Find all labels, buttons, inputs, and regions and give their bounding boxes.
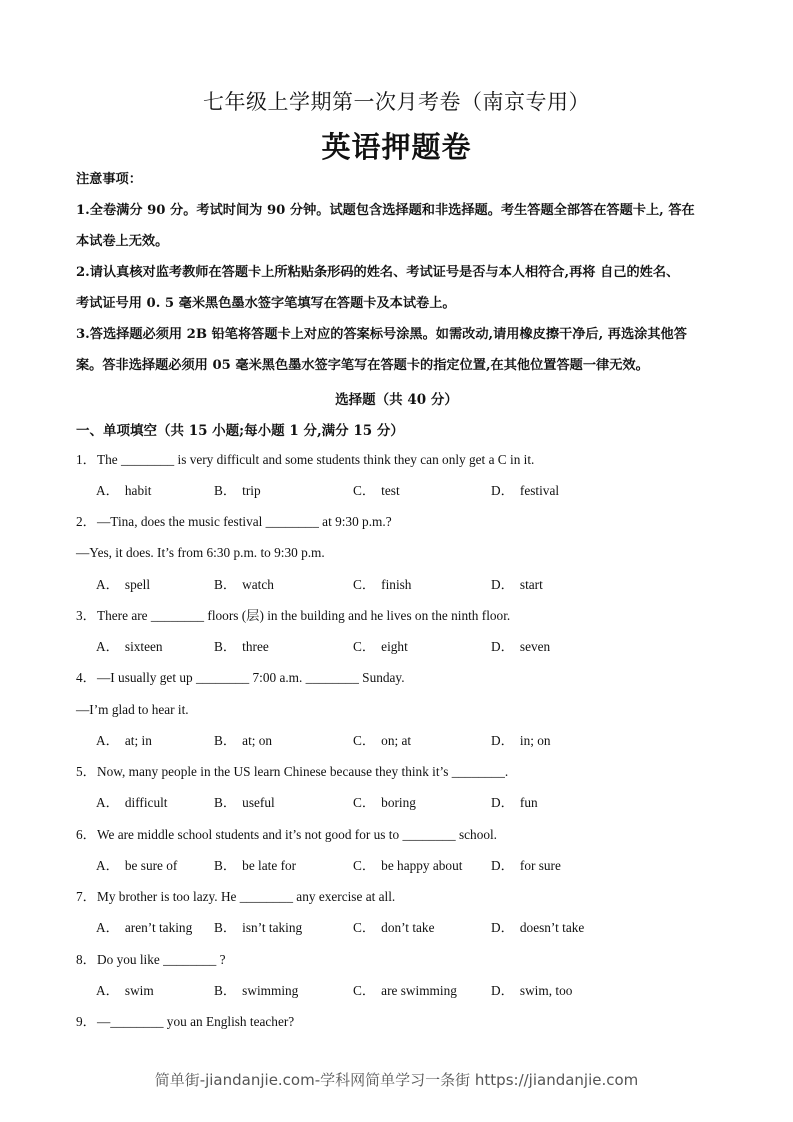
question-number: 9． bbox=[76, 1014, 96, 1029]
question-4-options bbox=[0, 731, 793, 751]
question-text: The ________ is very difficult and some students think they can only get a C in it. bbox=[97, 452, 535, 467]
option-b: B． useful bbox=[214, 795, 275, 810]
option-a: A． aren’t taking bbox=[96, 920, 193, 935]
option-d: D． in; on bbox=[491, 733, 551, 748]
option-c: C． boring bbox=[353, 795, 416, 810]
option-b: B． be late for bbox=[214, 858, 297, 873]
question-text: There are ________ floors (层) in the building and he lives on the ninth floor. bbox=[97, 608, 511, 623]
option-b: B． swimming bbox=[214, 983, 299, 998]
option-c: C． are swimming bbox=[353, 983, 457, 998]
question-4 bbox=[76, 668, 405, 688]
notice-heading: 注意事项： bbox=[76, 172, 142, 187]
question-6 bbox=[76, 825, 497, 845]
option-a: A． swim bbox=[96, 983, 154, 998]
question-7 bbox=[76, 887, 395, 907]
option-a: A． difficult bbox=[96, 795, 168, 810]
watermark-footer: 简单街-jiandanjie.com-学科网简单学习一条街 https://jiandanjie.com bbox=[154, 1071, 639, 1089]
notice-line-4: 考试证号用 0. 5 毫米黑色墨水签字笔填写在答题卡及本试卷上。 bbox=[76, 296, 456, 311]
question-number: 4． bbox=[76, 670, 96, 685]
question-text: We are middle school students and it’s not good for us to ________ school. bbox=[97, 827, 498, 842]
option-a: A． spell bbox=[96, 577, 151, 592]
question-8-options bbox=[0, 981, 793, 1001]
option-b: B． isn’t taking bbox=[214, 920, 303, 935]
option-d: D． start bbox=[491, 577, 543, 592]
option-a: A． be sure of bbox=[96, 858, 178, 873]
question-text: —I usually get up ________ 7:00 a.m. ________ Sunday. bbox=[97, 670, 405, 685]
question-text: —Tina, does the music festival ________ at 9:30 p.m.? bbox=[97, 514, 392, 529]
notice-line-5: 3.答选择题必须用 2B 铅笔将答题卡上对应的答案标号涂黑。如需改动,请用橡皮擦干净后, 再选涂其他答 bbox=[76, 327, 687, 342]
option-a: A． habit bbox=[96, 483, 152, 498]
question-text: Now, many people in the US learn Chinese because they think it’s ________. bbox=[97, 764, 509, 779]
question-2 bbox=[76, 512, 392, 532]
notice-line-3: 2.请认真核对监考教师在答题卡上所粘贴条形码的姓名、考试证号是否与本人相符合,再将 自己的姓名、 bbox=[76, 265, 680, 280]
question-text: Do you like ________ ? bbox=[97, 952, 226, 967]
question-4-reply: —I’m glad to hear it. bbox=[76, 702, 189, 717]
part-title: 选择题（共 40 分） bbox=[335, 392, 458, 408]
option-d: D． doesn’t take bbox=[491, 920, 585, 935]
exam-title: 七年级上学期第一次月考卷（南京专用） bbox=[203, 90, 590, 114]
question-6-options bbox=[0, 856, 793, 876]
question-1 bbox=[76, 450, 534, 470]
option-d: D． festival bbox=[491, 483, 560, 498]
question-number: 1． bbox=[76, 452, 96, 467]
question-number: 7． bbox=[76, 889, 96, 904]
option-c: C． eight bbox=[353, 639, 408, 654]
question-2-options bbox=[0, 575, 793, 595]
question-text: —________ you an English teacher? bbox=[97, 1014, 295, 1029]
option-d: D． for sure bbox=[491, 858, 561, 873]
question-number: 3． bbox=[76, 608, 96, 623]
section-heading: 一、单项填空（共 15 小题;每小题 1 分,满分 15 分） bbox=[76, 423, 404, 439]
option-d: D． fun bbox=[491, 795, 538, 810]
option-d: D． swim, too bbox=[491, 983, 573, 998]
option-c: C． don’t take bbox=[353, 920, 435, 935]
question-9 bbox=[76, 1012, 294, 1032]
exam-subtitle: 英语押题卷 bbox=[321, 130, 472, 164]
option-c: C． be happy about bbox=[353, 858, 463, 873]
option-c: C． finish bbox=[353, 577, 412, 592]
question-5 bbox=[76, 762, 508, 782]
option-a: A． at; in bbox=[96, 733, 152, 748]
option-b: B． watch bbox=[214, 577, 274, 592]
question-7-options bbox=[0, 918, 793, 938]
notice-line-1: 1.全卷满分 90 分。考试时间为 90 分钟。试题包含选择题和非选择题。考生答题全部答在答题卡上, 答在 bbox=[76, 203, 695, 218]
question-number: 5． bbox=[76, 764, 96, 779]
question-1-options bbox=[0, 481, 793, 501]
question-number: 8． bbox=[76, 952, 96, 967]
question-number: 6． bbox=[76, 827, 96, 842]
notice-line-2: 本试卷上无效。 bbox=[76, 234, 169, 249]
option-c: C． on; at bbox=[353, 733, 412, 748]
option-c: C． test bbox=[353, 483, 400, 498]
question-2-reply: —Yes, it does. It’s from 6:30 p.m. to 9:30 p.m. bbox=[76, 545, 325, 560]
question-text: My brother is too lazy. He ________ any exercise at all. bbox=[97, 889, 396, 904]
option-d: D． seven bbox=[491, 639, 551, 654]
question-3 bbox=[76, 606, 510, 626]
option-a: A． sixteen bbox=[96, 639, 163, 654]
notice-line-6: 案。答非选择题必须用 05 毫米黑色墨水签字笔写在答题卡的指定位置,在其他位置答题一律无效。 bbox=[76, 358, 649, 373]
question-5-options bbox=[0, 793, 793, 813]
option-b: B． three bbox=[214, 639, 269, 654]
question-number: 2． bbox=[76, 514, 96, 529]
question-8 bbox=[76, 950, 226, 970]
option-b: B． trip bbox=[214, 483, 261, 498]
question-3-options bbox=[0, 637, 793, 657]
option-b: B． at; on bbox=[214, 733, 273, 748]
